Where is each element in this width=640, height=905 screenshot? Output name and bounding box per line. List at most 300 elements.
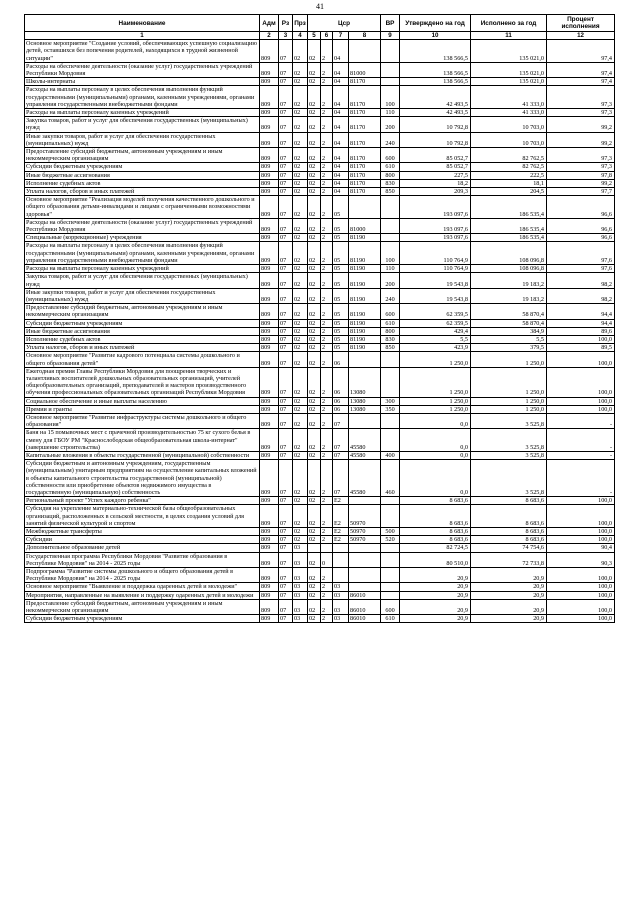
row-vr: 830 (381, 179, 400, 187)
row-vr (381, 196, 400, 219)
row-prz: 02 (293, 171, 308, 179)
row-approved: 62 359,5 (400, 304, 471, 319)
row-approved: 85 052,7 (400, 163, 471, 171)
row-vr (381, 429, 400, 452)
row-csr-4: 81190 (349, 273, 381, 288)
row-csr-2: 2 (321, 171, 333, 179)
row-percent: 97,4 (547, 40, 615, 63)
row-csr-3: 04 (333, 132, 349, 147)
table-row (25, 497, 615, 505)
col-num: 5 (308, 32, 321, 40)
row-csr-4: 50970 (349, 528, 381, 536)
row-executed: 379,5 (471, 344, 547, 352)
row-prz: 02 (293, 196, 308, 219)
row-prz: 02 (293, 367, 308, 397)
row-name: Региональный проект "Успех каждого ребенка" (25, 497, 260, 505)
row-csr-2: 2 (321, 288, 333, 303)
row-csr-4: 81000 (349, 218, 381, 233)
table-row (25, 528, 615, 536)
row-approved: 1 250,0 (400, 352, 471, 367)
row-vr: 110 (381, 109, 400, 117)
row-csr-2: 2 (321, 40, 333, 63)
row-rz: 07 (279, 413, 293, 428)
row-csr-1: 02 (308, 344, 321, 352)
row-csr-3: 04 (333, 188, 349, 196)
row-percent: 100,0 (547, 335, 615, 343)
row-rz: 07 (279, 599, 293, 614)
row-adm: 809 (260, 397, 279, 405)
row-name: Иные бюджетные ассигнования (25, 327, 260, 335)
row-csr-3: 05 (333, 335, 349, 343)
row-approved: 0,0 (400, 460, 471, 497)
table-row (25, 344, 615, 352)
row-csr-4: 45580 (349, 451, 381, 459)
row-csr-2: 2 (321, 62, 333, 77)
row-prz: 02 (293, 451, 308, 459)
row-percent: 99,2 (547, 117, 615, 132)
row-vr (381, 367, 400, 397)
row-csr-1: 02 (308, 505, 321, 528)
row-approved: 20,9 (400, 568, 471, 583)
row-csr-2: 2 (321, 327, 333, 335)
row-percent: 100,0 (547, 528, 615, 536)
row-csr-3: 05 (333, 242, 349, 265)
table-row (25, 327, 615, 335)
row-csr-4 (349, 552, 381, 567)
row-adm: 809 (260, 599, 279, 614)
row-rz: 07 (279, 265, 293, 273)
row-executed: 10 703,0 (471, 117, 547, 132)
row-csr-2: 2 (321, 536, 333, 544)
row-adm: 809 (260, 591, 279, 599)
row-approved: 1 250,0 (400, 397, 471, 405)
row-approved: 1 250,0 (400, 367, 471, 397)
row-csr-3: 04 (333, 78, 349, 86)
col-num: 2 (260, 32, 279, 40)
row-csr-2: 2 (321, 615, 333, 623)
row-rz: 07 (279, 242, 293, 265)
row-csr-4 (349, 583, 381, 591)
row-adm: 809 (260, 583, 279, 591)
row-prz: 03 (293, 544, 308, 552)
row-rz: 07 (279, 273, 293, 288)
row-csr-3: 04 (333, 62, 349, 77)
row-csr-4: 81190 (349, 319, 381, 327)
row-percent: 89,6 (547, 327, 615, 335)
header-prz: Прз (293, 15, 308, 32)
row-vr: 100 (381, 242, 400, 265)
row-rz: 07 (279, 78, 293, 86)
row-percent: 97,4 (547, 62, 615, 77)
row-percent: 100,0 (547, 615, 615, 623)
row-percent: - (547, 460, 615, 497)
row-executed: 8 683,6 (471, 505, 547, 528)
table-row (25, 218, 615, 233)
row-prz: 02 (293, 117, 308, 132)
row-vr: 300 (381, 397, 400, 405)
row-csr-1: 02 (308, 413, 321, 428)
row-prz: 02 (293, 505, 308, 528)
row-csr-2: 2 (321, 352, 333, 367)
row-rz: 07 (279, 544, 293, 552)
row-rz: 07 (279, 405, 293, 413)
row-name: Иные закупки товаров, работ и услуг для обеспечения государственных (муниципальных) нужд (25, 132, 260, 147)
row-csr-1: 02 (308, 288, 321, 303)
row-csr-1: 02 (308, 335, 321, 343)
row-csr-1: 02 (308, 273, 321, 288)
row-executed: 74 754,6 (471, 544, 547, 552)
col-num: 11 (471, 32, 547, 40)
row-rz: 07 (279, 429, 293, 452)
row-name: Уплата налогов, сборов и иных платежей (25, 344, 260, 352)
row-rz: 07 (279, 171, 293, 179)
row-percent: 94,4 (547, 319, 615, 327)
row-prz: 02 (293, 429, 308, 452)
row-prz: 03 (293, 599, 308, 614)
row-vr: 350 (381, 405, 400, 413)
row-prz: 02 (293, 163, 308, 171)
row-percent: 100,0 (547, 583, 615, 591)
table-row (25, 591, 615, 599)
row-name: Закупка товаров, работ и услуг для обеспечения государственных (муниципальных) нужд (25, 273, 260, 288)
table-row (25, 451, 615, 459)
row-adm: 809 (260, 344, 279, 352)
table-row (25, 429, 615, 452)
col-num: 8 (349, 32, 381, 40)
row-csr-3: 05 (333, 344, 349, 352)
row-rz: 07 (279, 86, 293, 109)
row-name: Субсидии бюджетным и автономным учреждениям, государственным (муниципальным) унитарным предприятиям на осуществление капитальных вложений в объекты капитального строительства государственной (муниципальной) собственности или приобретение объектов недвижимого имущества в государственную (муниципальную) собственность (25, 460, 260, 497)
row-csr-1: 02 (308, 234, 321, 242)
row-csr-1: 02 (308, 397, 321, 405)
row-executed: 20,9 (471, 583, 547, 591)
row-executed: 135 021,0 (471, 40, 547, 63)
row-prz: 02 (293, 148, 308, 163)
row-name: Капитальные вложения в объекты государственной (муниципальной) собственности (25, 451, 260, 459)
row-vr (381, 234, 400, 242)
row-vr: 460 (381, 460, 400, 497)
row-prz: 02 (293, 288, 308, 303)
col-num: 12 (547, 32, 615, 40)
row-adm: 809 (260, 497, 279, 505)
row-percent: 100,0 (547, 352, 615, 367)
row-vr: 200 (381, 273, 400, 288)
row-name: Закупка товаров, работ и услуг для обеспечения государственных (муниципальных) нужд (25, 117, 260, 132)
row-name: Дополнительное образование детей (25, 544, 260, 552)
header-vr: ВР (381, 15, 400, 32)
row-csr-2: 2 (321, 429, 333, 452)
row-vr: 600 (381, 599, 400, 614)
row-prz: 02 (293, 218, 308, 233)
row-rz: 07 (279, 62, 293, 77)
row-approved: 10 792,8 (400, 132, 471, 147)
row-csr-4: 81190 (349, 304, 381, 319)
row-csr-1: 02 (308, 86, 321, 109)
row-percent: - (547, 429, 615, 452)
row-csr-1: 02 (308, 352, 321, 367)
row-csr-1: 02 (308, 583, 321, 591)
row-approved: 8 683,6 (400, 536, 471, 544)
table-row (25, 148, 615, 163)
row-csr-4: 81190 (349, 327, 381, 335)
row-approved: 8 683,6 (400, 497, 471, 505)
row-prz: 02 (293, 132, 308, 147)
row-csr-3: 06 (333, 367, 349, 397)
row-percent: 98,2 (547, 273, 615, 288)
row-rz: 07 (279, 583, 293, 591)
row-csr-4 (349, 413, 381, 428)
table-row (25, 188, 615, 196)
row-adm: 809 (260, 78, 279, 86)
row-csr-3: 06 (333, 352, 349, 367)
table-row (25, 352, 615, 367)
row-csr-3: 05 (333, 196, 349, 219)
row-prz: 02 (293, 536, 308, 544)
row-csr-1: 02 (308, 109, 321, 117)
row-name: Основное мероприятие "Развитие кадрового потенциала системы дошкольного и общего образования детей" (25, 352, 260, 367)
row-name: Расходы на выплаты персоналу в целях обеспечения выполнения функций государственными (муниципальными) органами, казенными учреждениями, органами управления государственными внебюджетными фондами (25, 242, 260, 265)
row-csr-3: E2 (333, 497, 349, 505)
row-csr-3: 05 (333, 319, 349, 327)
row-adm: 809 (260, 117, 279, 132)
row-vr: 600 (381, 304, 400, 319)
row-percent: 97,4 (547, 78, 615, 86)
row-csr-1: 02 (308, 179, 321, 187)
row-csr-2: 2 (321, 117, 333, 132)
row-vr: 600 (381, 148, 400, 163)
col-num: 9 (381, 32, 400, 40)
row-csr-2: 2 (321, 86, 333, 109)
row-adm: 809 (260, 196, 279, 219)
row-csr-2: 2 (321, 304, 333, 319)
row-executed: 3 525,8 (471, 451, 547, 459)
row-name: Субсидии бюджетным учреждениям (25, 615, 260, 623)
row-csr-2: 2 (321, 497, 333, 505)
row-csr-2: 2 (321, 196, 333, 219)
row-csr-3: 03 (333, 599, 349, 614)
row-adm: 809 (260, 218, 279, 233)
row-vr: 610 (381, 319, 400, 327)
row-csr-3: 04 (333, 163, 349, 171)
row-vr (381, 40, 400, 63)
table-row (25, 163, 615, 171)
row-adm: 809 (260, 148, 279, 163)
row-percent: 97,6 (547, 265, 615, 273)
row-rz: 07 (279, 591, 293, 599)
row-prz: 02 (293, 528, 308, 536)
row-prz: 02 (293, 327, 308, 335)
row-name: Премии и гранты (25, 405, 260, 413)
row-csr-1: 02 (308, 591, 321, 599)
row-rz: 07 (279, 117, 293, 132)
row-csr-4: 81170 (349, 86, 381, 109)
row-executed: 58 870,4 (471, 319, 547, 327)
row-percent: 96,6 (547, 218, 615, 233)
row-adm: 809 (260, 171, 279, 179)
row-csr-1: 02 (308, 218, 321, 233)
row-adm: 809 (260, 429, 279, 452)
row-csr-3: E2 (333, 536, 349, 544)
row-prz: 02 (293, 497, 308, 505)
row-rz: 07 (279, 179, 293, 187)
row-rz: 07 (279, 163, 293, 171)
row-name: Предоставление субсидий бюджетным, автономным учреждениям и иным некоммерческим организациям (25, 148, 260, 163)
row-csr-4: 81190 (349, 288, 381, 303)
row-adm: 809 (260, 40, 279, 63)
row-csr-4: 86010 (349, 599, 381, 614)
row-vr: 610 (381, 615, 400, 623)
row-csr-3: 03 (333, 583, 349, 591)
row-rz: 07 (279, 451, 293, 459)
table-row (25, 78, 615, 86)
row-csr-3: 05 (333, 218, 349, 233)
table-row (25, 552, 615, 567)
row-csr-4: 81190 (349, 344, 381, 352)
row-executed: 384,9 (471, 327, 547, 335)
row-name: Расходы на выплаты персоналу в целях обеспечения выполнения функций государственными (муниципальными) органами, казенными учреждениями, органами управления государственными внебюджетными фондами (25, 86, 260, 109)
row-percent: 97,7 (547, 188, 615, 196)
row-rz: 07 (279, 528, 293, 536)
row-approved: 19 543,8 (400, 288, 471, 303)
table-row (25, 599, 615, 614)
row-csr-4: 50970 (349, 505, 381, 528)
row-percent: 99,2 (547, 132, 615, 147)
row-approved: 5,5 (400, 335, 471, 343)
row-csr-1: 02 (308, 568, 321, 583)
row-percent: - (547, 413, 615, 428)
row-csr-1: 02 (308, 367, 321, 397)
row-csr-4: 81000 (349, 62, 381, 77)
row-approved: 20,9 (400, 599, 471, 614)
row-approved: 85 052,7 (400, 148, 471, 163)
table-row (25, 335, 615, 343)
row-executed: 3 525,8 (471, 460, 547, 497)
row-csr-3: 04 (333, 109, 349, 117)
page-number: 41 (316, 2, 324, 11)
table-row (25, 583, 615, 591)
row-executed: 20,9 (471, 615, 547, 623)
row-executed: 41 333,0 (471, 109, 547, 117)
header-executed: Исполнено за год (471, 15, 547, 32)
row-csr-2: 2 (321, 397, 333, 405)
row-csr-4: 13080 (349, 397, 381, 405)
row-csr-2: 2 (321, 78, 333, 86)
row-rz: 07 (279, 327, 293, 335)
row-name: Основное мероприятие "Развитие инфраструктуры системы дошкольного и общего образования" (25, 413, 260, 428)
row-vr (381, 583, 400, 591)
row-executed: 20,9 (471, 591, 547, 599)
row-prz: 02 (293, 242, 308, 265)
row-approved: 110 764,9 (400, 265, 471, 273)
row-csr-1: 02 (308, 429, 321, 452)
row-rz: 07 (279, 188, 293, 196)
row-percent: 97,3 (547, 148, 615, 163)
row-csr-1: 02 (308, 536, 321, 544)
row-vr: 520 (381, 536, 400, 544)
table-row (25, 40, 615, 63)
row-csr-2: 2 (321, 367, 333, 397)
row-adm: 809 (260, 319, 279, 327)
row-csr-1: 02 (308, 319, 321, 327)
row-rz: 07 (279, 344, 293, 352)
row-prz: 03 (293, 615, 308, 623)
row-name: Основное мероприятие "Создание условий, обеспечивающих успешную социализацию детей, оставшихся без попечения родителей, находящихся в трудной жизненной ситуации" (25, 40, 260, 63)
row-csr-2: 0 (321, 552, 333, 567)
row-approved: 429,4 (400, 327, 471, 335)
row-adm: 809 (260, 242, 279, 265)
row-vr (381, 62, 400, 77)
row-csr-2: 2 (321, 335, 333, 343)
row-adm: 809 (260, 273, 279, 288)
row-name: Социальное обеспечение и иные выплаты населению (25, 397, 260, 405)
row-prz: 03 (293, 568, 308, 583)
row-executed: 1 250,0 (471, 405, 547, 413)
row-executed: 20,9 (471, 568, 547, 583)
row-csr-1: 02 (308, 62, 321, 77)
row-executed: 186 535,4 (471, 196, 547, 219)
row-adm: 809 (260, 451, 279, 459)
row-name: Иные бюджетные ассигнования (25, 171, 260, 179)
row-approved: 209,3 (400, 188, 471, 196)
row-csr-4: 81170 (349, 117, 381, 132)
row-csr-1: 02 (308, 148, 321, 163)
table-row (25, 273, 615, 288)
row-rz: 07 (279, 234, 293, 242)
row-executed: 204,5 (471, 188, 547, 196)
row-vr (381, 568, 400, 583)
row-rz: 07 (279, 497, 293, 505)
row-prz: 02 (293, 62, 308, 77)
table-row (25, 615, 615, 623)
row-approved: 423,9 (400, 344, 471, 352)
row-csr-2: 2 (321, 265, 333, 273)
row-csr-3 (333, 544, 349, 552)
row-name: Субсидии бюджетным учреждениям (25, 319, 260, 327)
row-executed: 1 250,0 (471, 367, 547, 397)
row-approved: 193 097,6 (400, 218, 471, 233)
row-approved: 20,9 (400, 583, 471, 591)
row-csr-1: 02 (308, 460, 321, 497)
row-adm: 809 (260, 352, 279, 367)
row-csr-1: 02 (308, 552, 321, 567)
table-row (25, 242, 615, 265)
row-csr-1: 02 (308, 132, 321, 147)
row-csr-3: 07 (333, 451, 349, 459)
row-percent: 100,0 (547, 497, 615, 505)
table-row (25, 460, 615, 497)
row-adm: 809 (260, 528, 279, 536)
table-row (25, 265, 615, 273)
row-csr-4: 81170 (349, 78, 381, 86)
row-adm: 809 (260, 327, 279, 335)
row-rz: 07 (279, 397, 293, 405)
row-prz: 02 (293, 344, 308, 352)
row-executed: 135 021,0 (471, 78, 547, 86)
row-csr-4: 86010 (349, 591, 381, 599)
row-executed: 82 762,5 (471, 148, 547, 163)
row-csr-2: 2 (321, 460, 333, 497)
row-csr-3: 07 (333, 413, 349, 428)
row-executed: 41 333,0 (471, 86, 547, 109)
row-approved: 193 097,6 (400, 234, 471, 242)
row-approved: 193 097,6 (400, 196, 471, 219)
row-percent: - (547, 451, 615, 459)
row-csr-1: 02 (308, 327, 321, 335)
row-adm: 809 (260, 163, 279, 171)
row-csr-4 (349, 352, 381, 367)
row-csr-3: 05 (333, 273, 349, 288)
row-csr-1: 02 (308, 163, 321, 171)
